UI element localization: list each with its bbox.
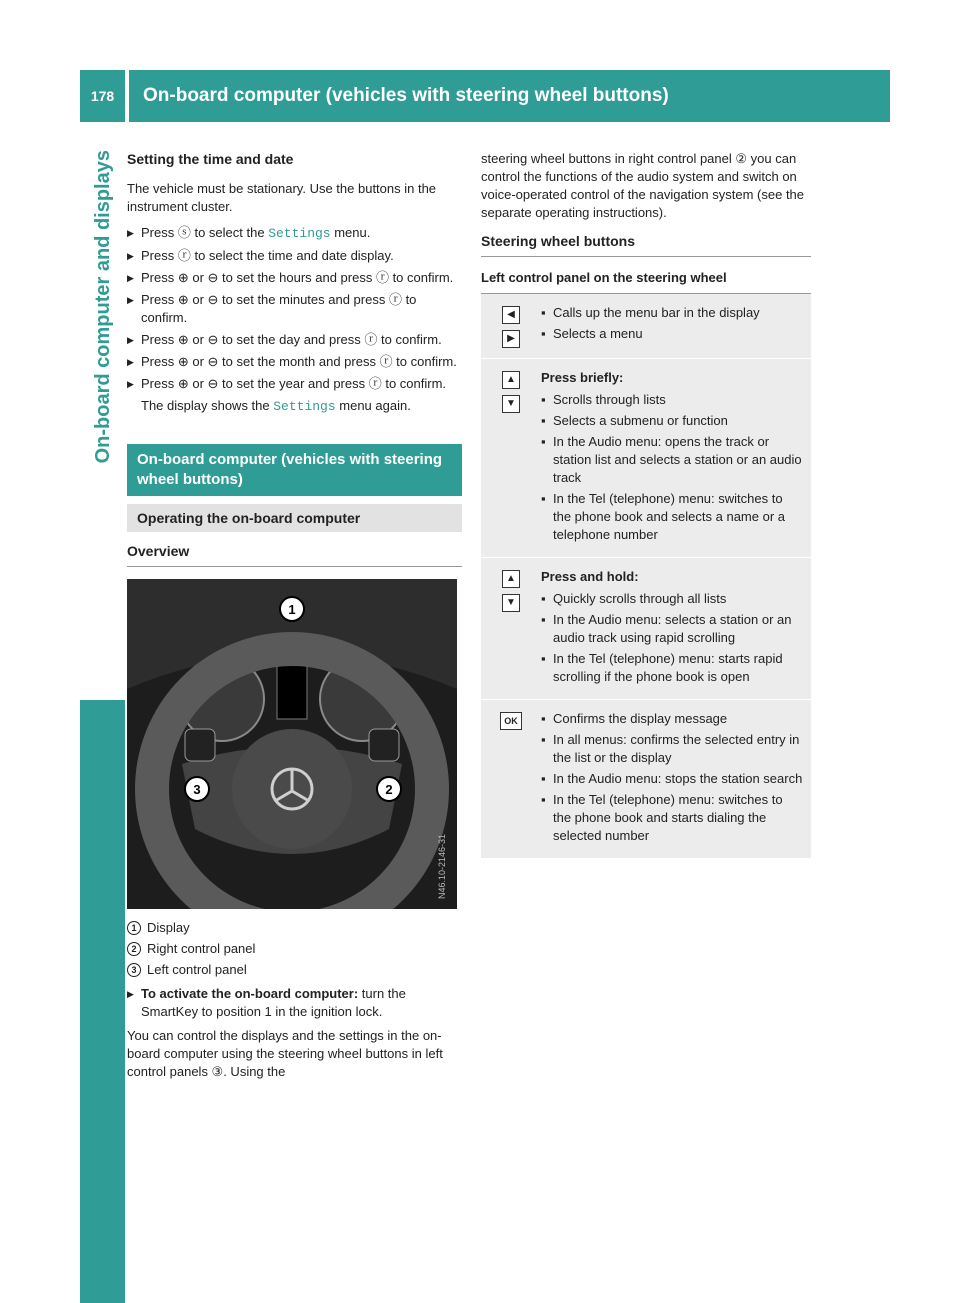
section-heading: Setting the time and date [127, 151, 294, 167]
intro-text: The vehicle must be stationary. Use the buttons in the instrument cluster. [127, 181, 437, 214]
button-glyph-icon: ⊕ [177, 270, 189, 285]
row-bullet: ▪ In the Tel (telephone) menu: starts rapid scrolling if the phone book is open [541, 650, 803, 686]
arrow-button-icon: ▶ [502, 330, 520, 348]
row-bullet: ▪ In the Audio menu: selects a station or an audio track using rapid scrolling [541, 611, 803, 647]
step-result: The display shows the Settings menu again. [141, 398, 411, 414]
row-bullet: ▪ In the Tel (telephone) menu: switches to the phone book and starts dialing the selected number [541, 791, 803, 845]
button-glyph-icon: ⓡ [177, 248, 191, 263]
table-row [481, 359, 811, 558]
row-bullet: ▪ In the Audio menu: opens the track or station list and selects a station or an audio track [541, 433, 803, 487]
subsection-band: Operating the on-board computer [127, 504, 462, 532]
svg-text:2: 2 [385, 782, 393, 797]
button-glyph-icon: ⓢ [177, 225, 191, 240]
steering-wheel-illustration [127, 579, 457, 909]
row-bullet: ▪ Quickly scrolls through all lists [541, 590, 803, 608]
arrow-button-icon: ▲ [502, 570, 520, 588]
side-tab-band [80, 700, 125, 1303]
steering-wheel-photo [127, 579, 457, 909]
page-title: On-board computer (vehicles with steering wheel buttons) [129, 70, 890, 122]
step-item: ▶ Press ⓡ to select the time and date display. [127, 247, 462, 265]
activate-step: ▶ To activate the on-board computer: turn the SmartKey to position 1 in the ignition lock. [127, 985, 462, 1021]
photo-legend [127, 919, 462, 979]
step-item: ▶ Press ⓢ to select the Settings menu. [127, 224, 462, 243]
legend-text: Display [147, 920, 190, 935]
arrow-button-icon: ◀ [502, 306, 520, 324]
step-item: ▶ Press ⊕ or ⊖ to set the month and press ⓡ to confirm. [127, 353, 462, 371]
step-item: ▶ Press ⊕ or ⊖ to set the hours and press ⓡ to confirm. [127, 269, 462, 287]
page-number: 178 [80, 70, 125, 122]
button-glyph-icon: ⊕ [177, 354, 189, 369]
arrow-button-icon: ▼ [502, 594, 520, 612]
callout-number: 2 [127, 942, 141, 956]
photo-code: N46.10-2146-31 [437, 833, 447, 899]
row-lead: Press and hold: [541, 569, 639, 584]
buttons-table [481, 294, 811, 859]
left-column [127, 150, 462, 1089]
arrow-button-icon: ▲ [502, 371, 520, 389]
section-band: On-board computer (vehicles with steering wheel buttons) [127, 444, 462, 496]
left-margin [0, 0, 64, 1303]
step-item: ▶ Press ⊕ or ⊖ to set the day and press ⓡ to confirm. [127, 331, 462, 349]
step-list [127, 224, 462, 393]
legend-item [127, 940, 462, 958]
table-row [481, 700, 811, 859]
page-header [80, 70, 890, 122]
svg-text:3: 3 [193, 782, 201, 797]
steering-buttons-heading: Steering wheel buttons [481, 232, 811, 257]
right-column [481, 150, 811, 859]
table-row [481, 558, 811, 700]
callout-number: 3 [127, 963, 141, 977]
settings-menu-label: Settings [268, 226, 331, 241]
row-lead: Press briefly: [541, 370, 624, 385]
settings-menu-label: Settings [273, 399, 336, 414]
overview-heading: Overview [127, 542, 462, 567]
svg-text:1: 1 [288, 602, 296, 617]
side-tab-label: On-board computer and displays [92, 150, 114, 464]
row-bullet: ▪ Scrolls through lists [541, 391, 803, 409]
legend-item [127, 919, 462, 937]
legend-text: Left control panel [147, 962, 247, 977]
callout-number: 1 [127, 921, 141, 935]
legend-text: Right control panel [147, 941, 256, 956]
closing-text: You can control the displays and the settings in the on-board computer using the steering wheel buttons in left control panels ③. Using the [127, 1028, 443, 1079]
continuation-text: steering wheel buttons in right control panel ② you can control the functions of the audio system and switch on voice-operated control of the navigation system (see the separate operating instructions). [481, 151, 805, 220]
row-bullet: ▪ In all menus: confirms the selected entry in the list or the display [541, 731, 803, 767]
step-item: ▶ Press ⊕ or ⊖ to set the year and press ⓡ to confirm. [127, 375, 462, 393]
row-bullet: ▪ Calls up the menu bar in the display [541, 304, 803, 322]
arrow-button-icon: ▼ [502, 395, 520, 413]
row-bullet: ▪ Selects a menu [541, 325, 803, 343]
legend-item [127, 961, 462, 979]
row-bullet: ▪ In the Tel (telephone) menu: switches to the phone book and selects a name or a telephone number [541, 490, 803, 544]
button-glyph-icon: ⊕ [177, 376, 189, 391]
row-bullet: ▪ Selects a submenu or function [541, 412, 803, 430]
table-row [481, 294, 811, 359]
row-bullet: ▪ In the Audio menu: stops the station search [541, 770, 803, 788]
button-glyph-icon: ⊕ [177, 332, 189, 347]
table-title: Left control panel on the steering wheel [481, 269, 811, 294]
row-bullet: ▪ Confirms the display message [541, 710, 803, 728]
ok-button-icon: OK [500, 712, 522, 730]
button-glyph-icon: ⊕ [177, 292, 189, 307]
step-item: ▶ Press ⊕ or ⊖ to set the minutes and press ⓡ to confirm. [127, 291, 462, 327]
